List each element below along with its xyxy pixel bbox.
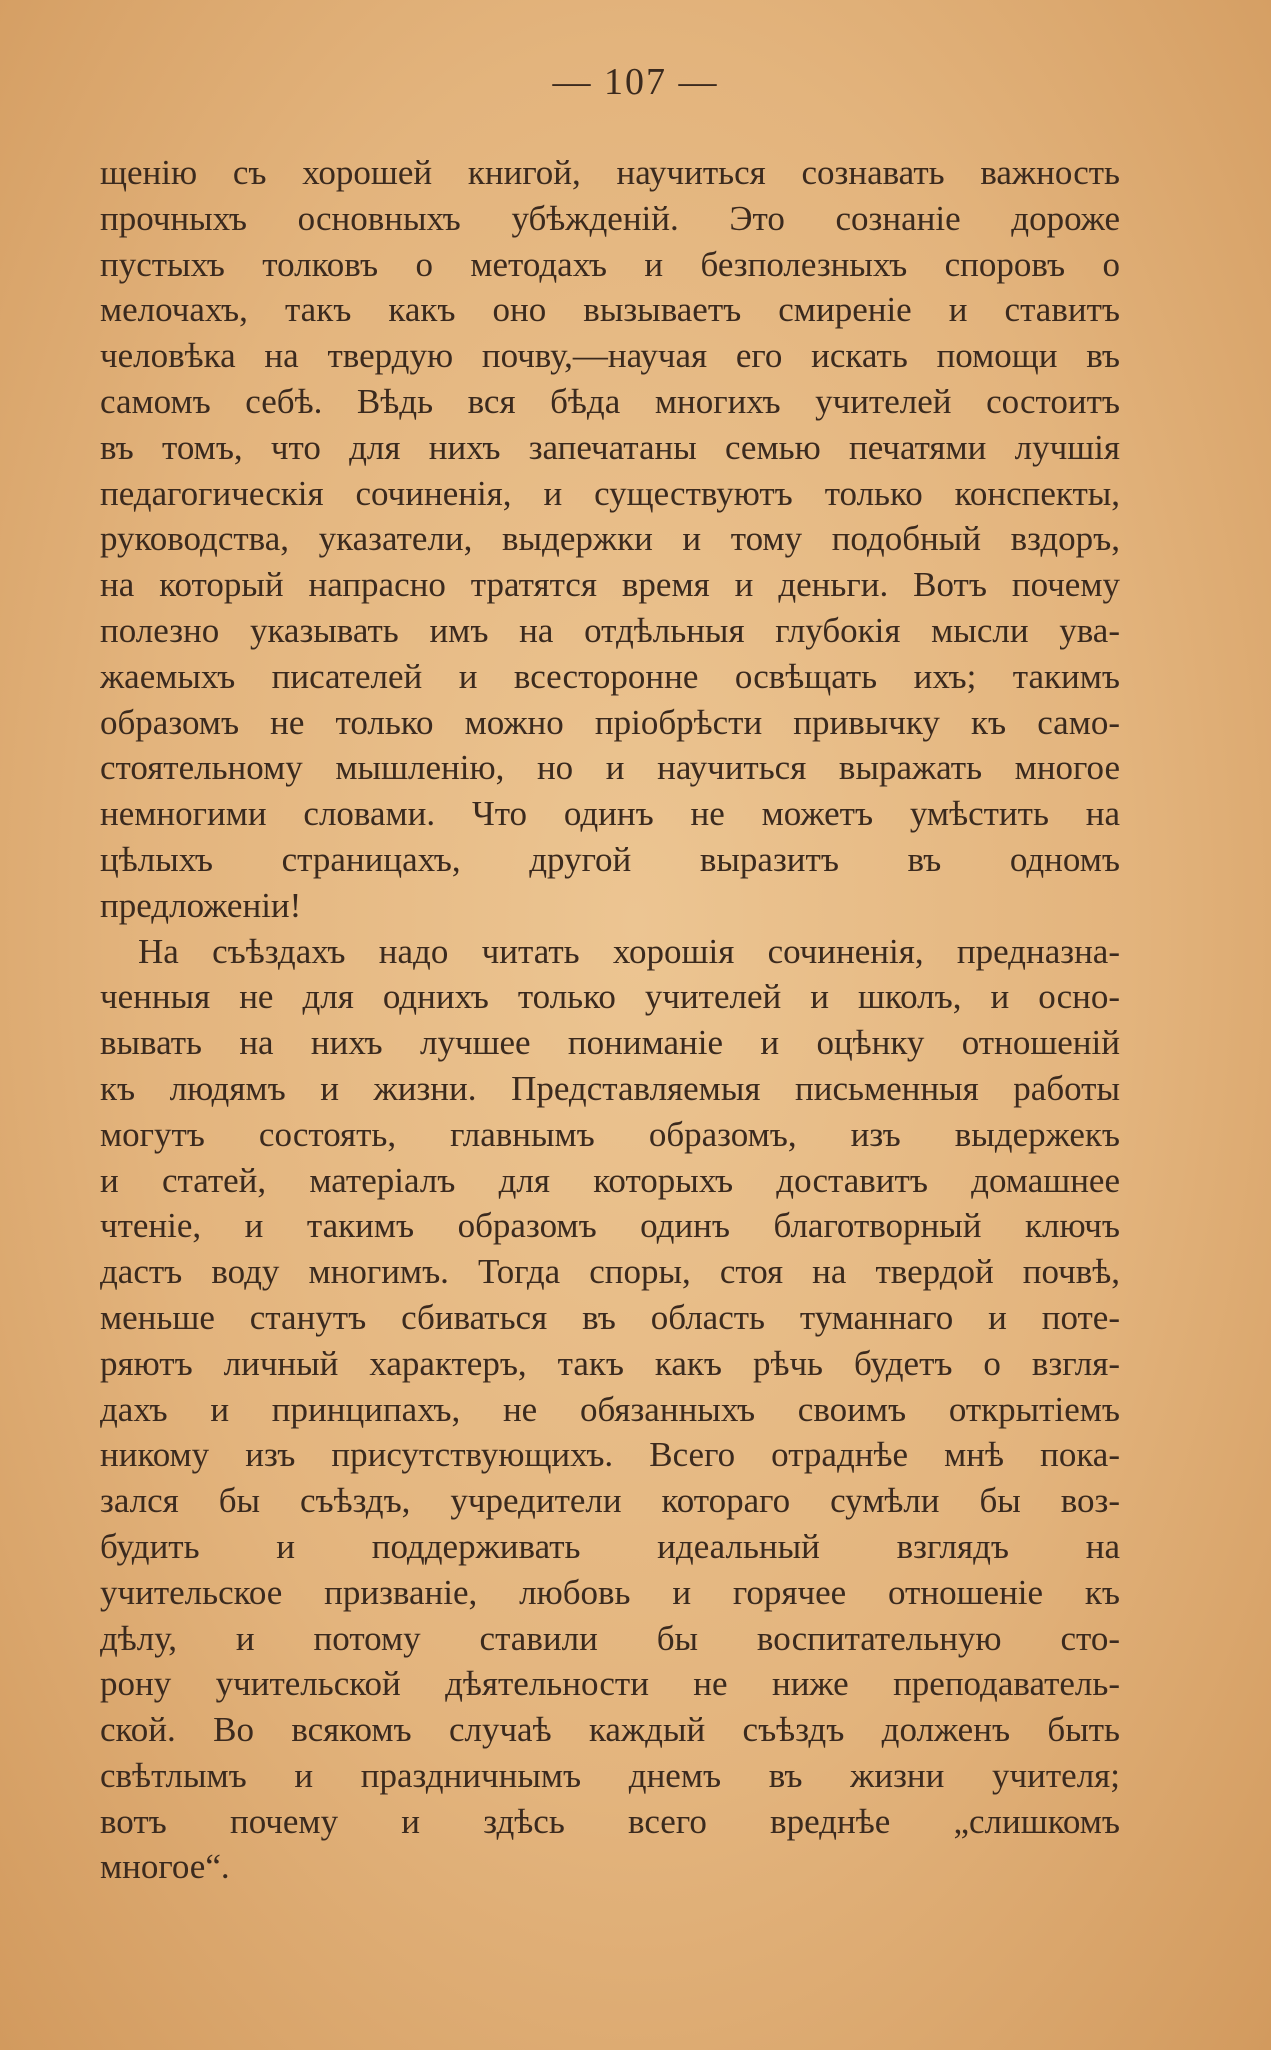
- text-line: чтеніе, и такимъ образомъ одинъ благотворный ключъ: [100, 1206, 1120, 1246]
- text-line: мелочахъ, такъ какъ оно вызываетъ смиреніе и ставитъ: [100, 290, 1120, 330]
- text-line: человѣка на твердую почву,—научая его искать помощи въ: [100, 336, 1120, 376]
- text-line: образомъ не только можно пріобрѣсти привычку къ само-: [100, 702, 1120, 742]
- text-line: прочныхъ основныхъ убѣжденій. Это сознаніе дороже: [100, 198, 1120, 238]
- text-line: дастъ воду многимъ. Тогда споры, стоя на твердой почвѣ,: [100, 1252, 1120, 1292]
- text-line: никому изъ присутствующихъ. Всего отраднѣе мнѣ пока-: [100, 1435, 1120, 1475]
- text-line: будить и поддерживать идеальный взглядъ на: [100, 1526, 1120, 1566]
- text-line: и статей, матеріалъ для которыхъ доставитъ домашнее: [100, 1160, 1120, 1200]
- text-line: пустыхъ толковъ о методахъ и безполезныхъ споровъ о: [100, 244, 1120, 284]
- text-line: цѣлыхъ страницахъ, другой выразитъ въ одномъ: [100, 839, 1120, 879]
- body-text: [100, 150, 1120, 1890]
- text-line: педагогическія сочиненія, и существуютъ только конспекты,: [100, 473, 1120, 513]
- text-line: въ томъ, что для нихъ запечатаны семью печатями лучшія: [100, 427, 1120, 467]
- text-line: ряютъ личный характеръ, такъ какъ рѣчь будетъ о взгля-: [100, 1343, 1120, 1383]
- text-line: зался бы съѣздъ, учредители котораго сумѣли бы воз-: [100, 1481, 1120, 1521]
- text-line: многое“.: [100, 1847, 230, 1887]
- text-line: ской. Во всякомъ случаѣ каждый съѣздъ долженъ быть: [100, 1710, 1120, 1750]
- text-line: щенію съ хорошей книгой, научиться сознавать важность: [100, 153, 1120, 192]
- text-line: руководства, указатели, выдержки и тому подобный вздоръ,: [100, 519, 1120, 559]
- text-line: стоятельному мышленію, но и научиться выражать многое: [100, 748, 1120, 788]
- text-line: свѣтлымъ и праздничнымъ днемъ въ жизни учителя;: [100, 1755, 1120, 1795]
- text-line: самомъ себѣ. Вѣдь вся бѣда многихъ учителей состоитъ: [100, 381, 1120, 421]
- text-line: жаемыхъ писателей и всесторонне освѣщать ихъ; такимъ: [100, 656, 1120, 696]
- text-line: ченныя не для однихъ только учителей и школъ, и осно-: [100, 977, 1120, 1017]
- text-line: вотъ почему и здѣсь всего вреднѣе „слишкомъ: [100, 1801, 1120, 1841]
- paragraph-1: [100, 150, 1120, 929]
- text-line: немногими словами. Что одинъ не можетъ умѣстить на: [100, 794, 1120, 834]
- text-line: полезно указывать имъ на отдѣльныя глубокія мысли ува-: [100, 610, 1120, 650]
- text-line: могутъ состоять, главнымъ образомъ, изъ выдержекъ: [100, 1114, 1120, 1154]
- paragraph-2: [100, 929, 1120, 1891]
- text-line: На съѣздахъ надо читать хорошія сочиненія, предназна-: [138, 931, 1120, 971]
- text-line: на который напрасно тратятся время и деньги. Вотъ почему: [100, 565, 1120, 605]
- text-line: учительское призваніе, любовь и горячее отношеніе къ: [100, 1572, 1120, 1612]
- text-line: къ людямъ и жизни. Представляемыя письменныя работы: [100, 1068, 1120, 1108]
- text-line: дахъ и принципахъ, не обязанныхъ своимъ открытіемъ: [100, 1389, 1120, 1429]
- page-number: — 107 —: [552, 61, 719, 103]
- text-line: предложеніи!: [100, 885, 302, 925]
- text-line: меньше станутъ сбиваться въ область туманнаго и поте-: [100, 1297, 1120, 1337]
- text-line: вывать на нихъ лучшее пониманіе и оцѣнку отношеній: [100, 1023, 1120, 1063]
- text-line: дѣлу, и потому ставили бы воспитательную сто-: [100, 1618, 1120, 1658]
- text-line: рону учительской дѣятельности не ниже преподаватель-: [100, 1664, 1120, 1704]
